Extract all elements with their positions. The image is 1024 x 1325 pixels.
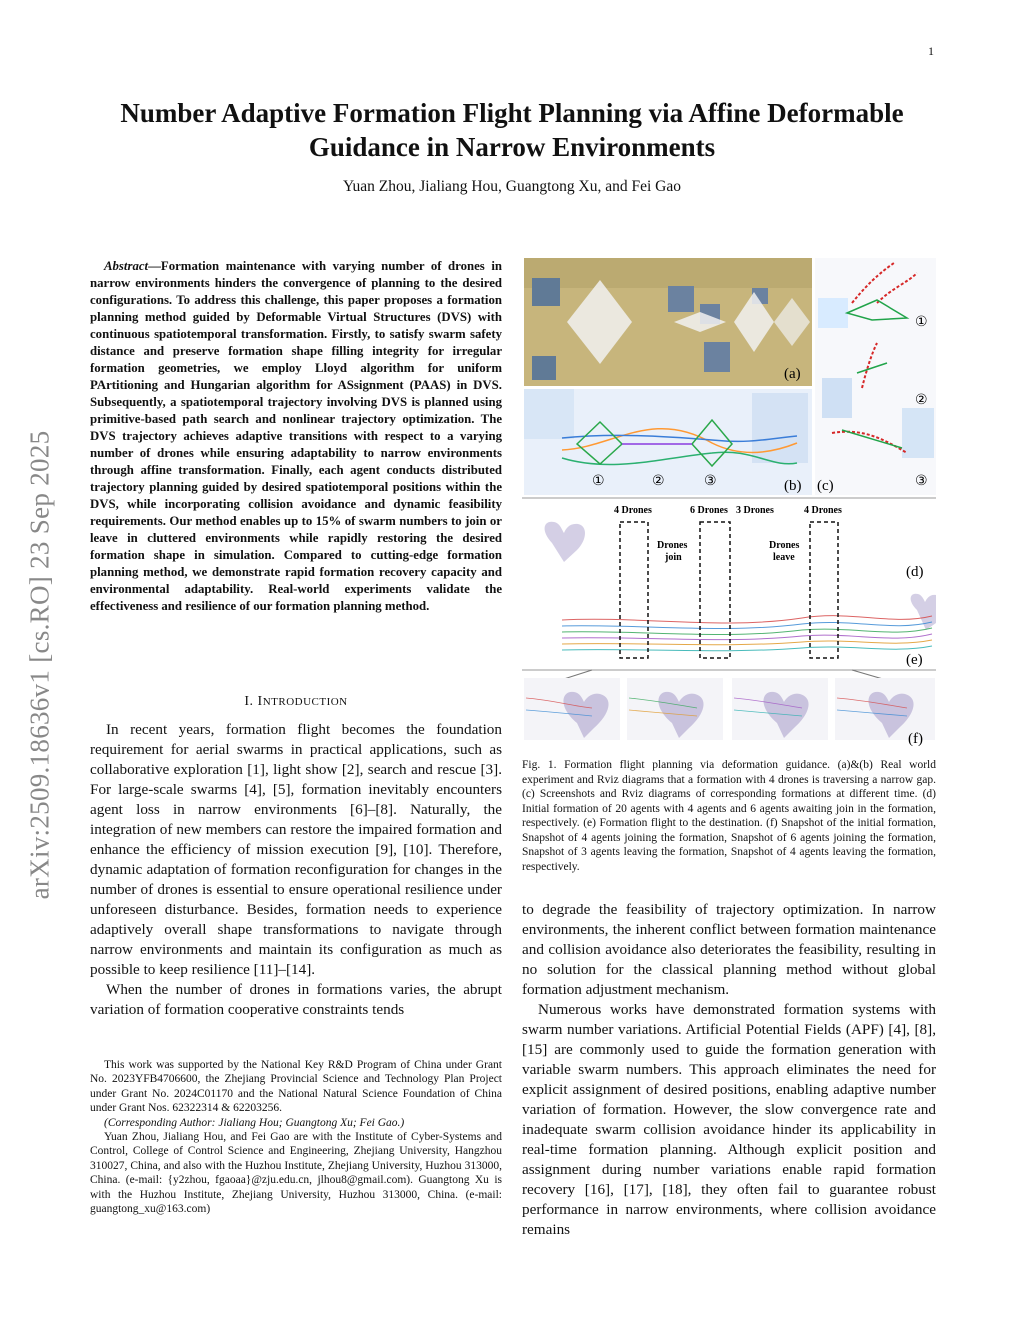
join-label-line2: join	[665, 552, 682, 563]
panel-label-b: (b)	[784, 478, 802, 494]
footnote-funding: This work was supported by the National Key R&D Program of China under Grant No. 2023YFB4706600, the Zhejiang Provincial Science and Technology Plan Project under Grant No. 2024C01170 and the National Natural Science Foundation of China under Grant Nos. 62322314 & 62203256.	[90, 1059, 502, 1115]
section-heading-introduction	[90, 694, 502, 710]
obstacle-box	[532, 278, 560, 306]
figure-caption: Fig. 1. Formation flight planning via deformation guidance. (a)&(b) Real world experiment and Rviz diagrams that a formation with 4 drones is traversing a narrow gap. (c) Screenshots and Rviz diagrams of corresponding formations at different time. (d) Initial formation of 20 agents with 4 agents and 6 agents awaiting join in the formation, respectively. (e) Formation flight to the destination. (f) Snapshot of the initial formation, Snapshot of 4 agents joining the formation, Snapshot of 6 agents joining the formation, Snapshot of 3 agents leaving the formation, Snapshot of 4 agents leaving the formation, respectively.	[522, 759, 936, 873]
drone-count-label: 6 Drones	[690, 505, 728, 516]
leave-zone-box	[810, 522, 838, 658]
footnote-corresponding-wrap	[90, 1116, 502, 1130]
panel-de	[545, 505, 936, 668]
intro-text-right	[522, 900, 936, 1240]
trajectory-line	[562, 634, 932, 640]
panel-label-a: (a)	[784, 366, 801, 382]
circled-3: ③	[704, 473, 717, 489]
intro-text-left	[90, 720, 502, 1020]
obstacle-box	[668, 286, 694, 312]
map-block	[822, 378, 852, 418]
heart-formation	[545, 522, 585, 562]
paragraph: In recent years, formation flight becomes the foundation requirement for aerial swarms in practical applications, such as collaborative exploration [1], light show [2], search and rescue [3]. For large-scale swarms [4], [5], formation inevitably encounters agent loss in narrow environments [6]–[8]. Naturally, the integration of new members can restore the impaired formation and enhance the efficiency of mission execution [9], [10]. Therefore, dynamic adaptation of formation reconfiguration for changes in the number of drones is essential to ensure operational resilience under unforeseen disturbance. Besides, formation needs to experience adaptively overall shape transformations to navigate through narrow environments and maintain its configuration as much as possible to keep resilience [11]–[14].	[90, 721, 502, 978]
paragraph: to degrade the feasibility of trajectory optimization. In narrow environments, the inherent conflict between formation maintenance and collision avoidance also deteriorates the feasibility, resulting in no solution for the classical planning method without global formation adjustment mechanism.	[522, 901, 936, 998]
footnote-corresponding: (Corresponding Author: Jialiang Hou; Guangtong Xu; Fei Gao.)	[104, 1116, 405, 1129]
section-first-letter: I	[257, 694, 263, 709]
panel-c	[815, 258, 936, 495]
circled-2: ②	[915, 392, 928, 408]
circled-1: ①	[915, 314, 928, 330]
trajectory-line	[562, 616, 932, 623]
panel-label-e: (e)	[906, 652, 923, 668]
figure-1-graphic	[522, 258, 936, 752]
map-block	[902, 408, 934, 458]
map-block	[524, 389, 574, 439]
panel-c-background	[815, 258, 936, 495]
drone-count-label: 4 Drones	[614, 505, 652, 516]
panel-f	[524, 678, 935, 747]
trajectory-line	[562, 646, 932, 651]
paragraph: Numerous works have demonstrated formation systems with swarm number variations. Artificial Potential Fields (APF) [4], [8], [15] are commonly used to guide the formation generation with variable swarm numbers. This approach eliminates the need for explicit assignment of desired positions, enabling adaptive number variation of formation. However, the slow convergence rate and inadequate swarm collision avoidance hinder its applicability in real-time formation planning. Although explicit position and assignment during number variations enable rapid formation recovery [16], [17], [18], they often fail to guarantee robust performance in narrow environments, where collision avoidance remains	[522, 1001, 936, 1238]
paper-title: Number Adaptive Formation Flight Planning via Affine Deformable Guidance in Narrow Environments	[120, 98, 904, 163]
obstacle-box	[532, 356, 556, 380]
panel-label-c: (c)	[817, 478, 834, 494]
panel-label-d: (d)	[906, 564, 924, 580]
abstract-text: —Formation maintenance with varying number of drones in narrow environments hinders the convergence of planning to the desired configurations. To address this challenge, this paper proposes a formation planning method guided by Deformable Virtual Structures (DVS) with continuous spatiotemporal transformation. Firstly, to satisfy swarm safety distance and preserve formation shape filling integrity for irregular formation geometries, we employ Lloyd algorithm for uniform PArtitioning and Hungarian algorithm for ASsignment (PAAS) in DVS. Subsequently, a spatiotemporal trajectory involving DVS is planned using primitive-based path search and nonlinear trajectory optimization. The DVS trajectory achieves adaptive transitions with respect to a varying number of drones while ensuring adaptability to narrow environments through affine transformation. Finally, each agent conducts distributed trajectory planning guided by desired spatiotemporal positions within the DVS, while incorporating collision avoidance and dynamic feasibility requirements. Our method enables up to 15% of swarm numbers to join or leave in cluttered environments while rapidly restoring the desired formation shape in simulation. Compared to cutting-edge formation planning method, we demonstrate rapid formation recovery capacity and environmental adaptability. Real-world experiments validate the effectiveness and resilience of our formation planning method.	[90, 259, 502, 613]
arxiv-identifier: arXiv:2509.18636v1 [cs.RO] 23 Sep 2025	[24, 430, 55, 900]
panel-a	[524, 258, 812, 386]
join-label-line1: Drones	[657, 540, 688, 551]
obstacle-box	[704, 342, 730, 372]
trajectory-line	[562, 640, 932, 645]
panel-label-f: (f)	[908, 731, 923, 747]
abstract	[90, 258, 502, 615]
map-block	[818, 298, 848, 328]
panel-a-shade	[524, 258, 812, 288]
trajectory-line	[562, 628, 932, 635]
author-list: Yuan Zhou, Jialiang Hou, Guangtong Xu, and Fei Gao	[343, 178, 681, 195]
leave-label-line2: leave	[773, 552, 795, 563]
section-rest: NTRODUCTION	[262, 696, 348, 708]
join-zone-box	[700, 522, 730, 658]
drone-count-label: 3 Drones	[736, 505, 774, 516]
circled-3: ③	[915, 473, 928, 489]
footnotes	[90, 1058, 502, 1216]
arxiv-sidebar	[14, 370, 66, 960]
drone-count-label: 4 Drones	[804, 505, 842, 516]
trajectory-bundle	[562, 616, 932, 651]
paragraph: When the number of drones in formations varies, the abrupt variation of formation cooperative constraints tends	[90, 981, 502, 1018]
page-number: 1	[928, 44, 934, 58]
abstract-lead: Abstract	[104, 259, 149, 273]
footnote-affiliation: Yuan Zhou, Jialiang Hou, and Fei Gao are with the Institute of Cyber-Systems and Control, College of Control Science and Engineering, Zhejiang University, Hangzhou 310027, China, and also with the Huzhou Institute, Zhejiang University, Huzhou 313000, China. (e-mail: {y2zhou, fgaoaa}@zju.edu.cn, jlhou8@gmail.com). Guangtong Xu is with the Huzhou Institute, Zhejiang University, Huzhou 313000, China. (e-mail: guangtong_xu@163.com)	[90, 1131, 502, 1216]
circled-2: ②	[652, 473, 665, 489]
panel-b	[524, 389, 812, 495]
leave-label-line1: Drones	[769, 540, 800, 551]
circled-1: ①	[592, 473, 605, 489]
figure-1	[522, 258, 936, 752]
section-numeral: I.	[244, 694, 254, 709]
